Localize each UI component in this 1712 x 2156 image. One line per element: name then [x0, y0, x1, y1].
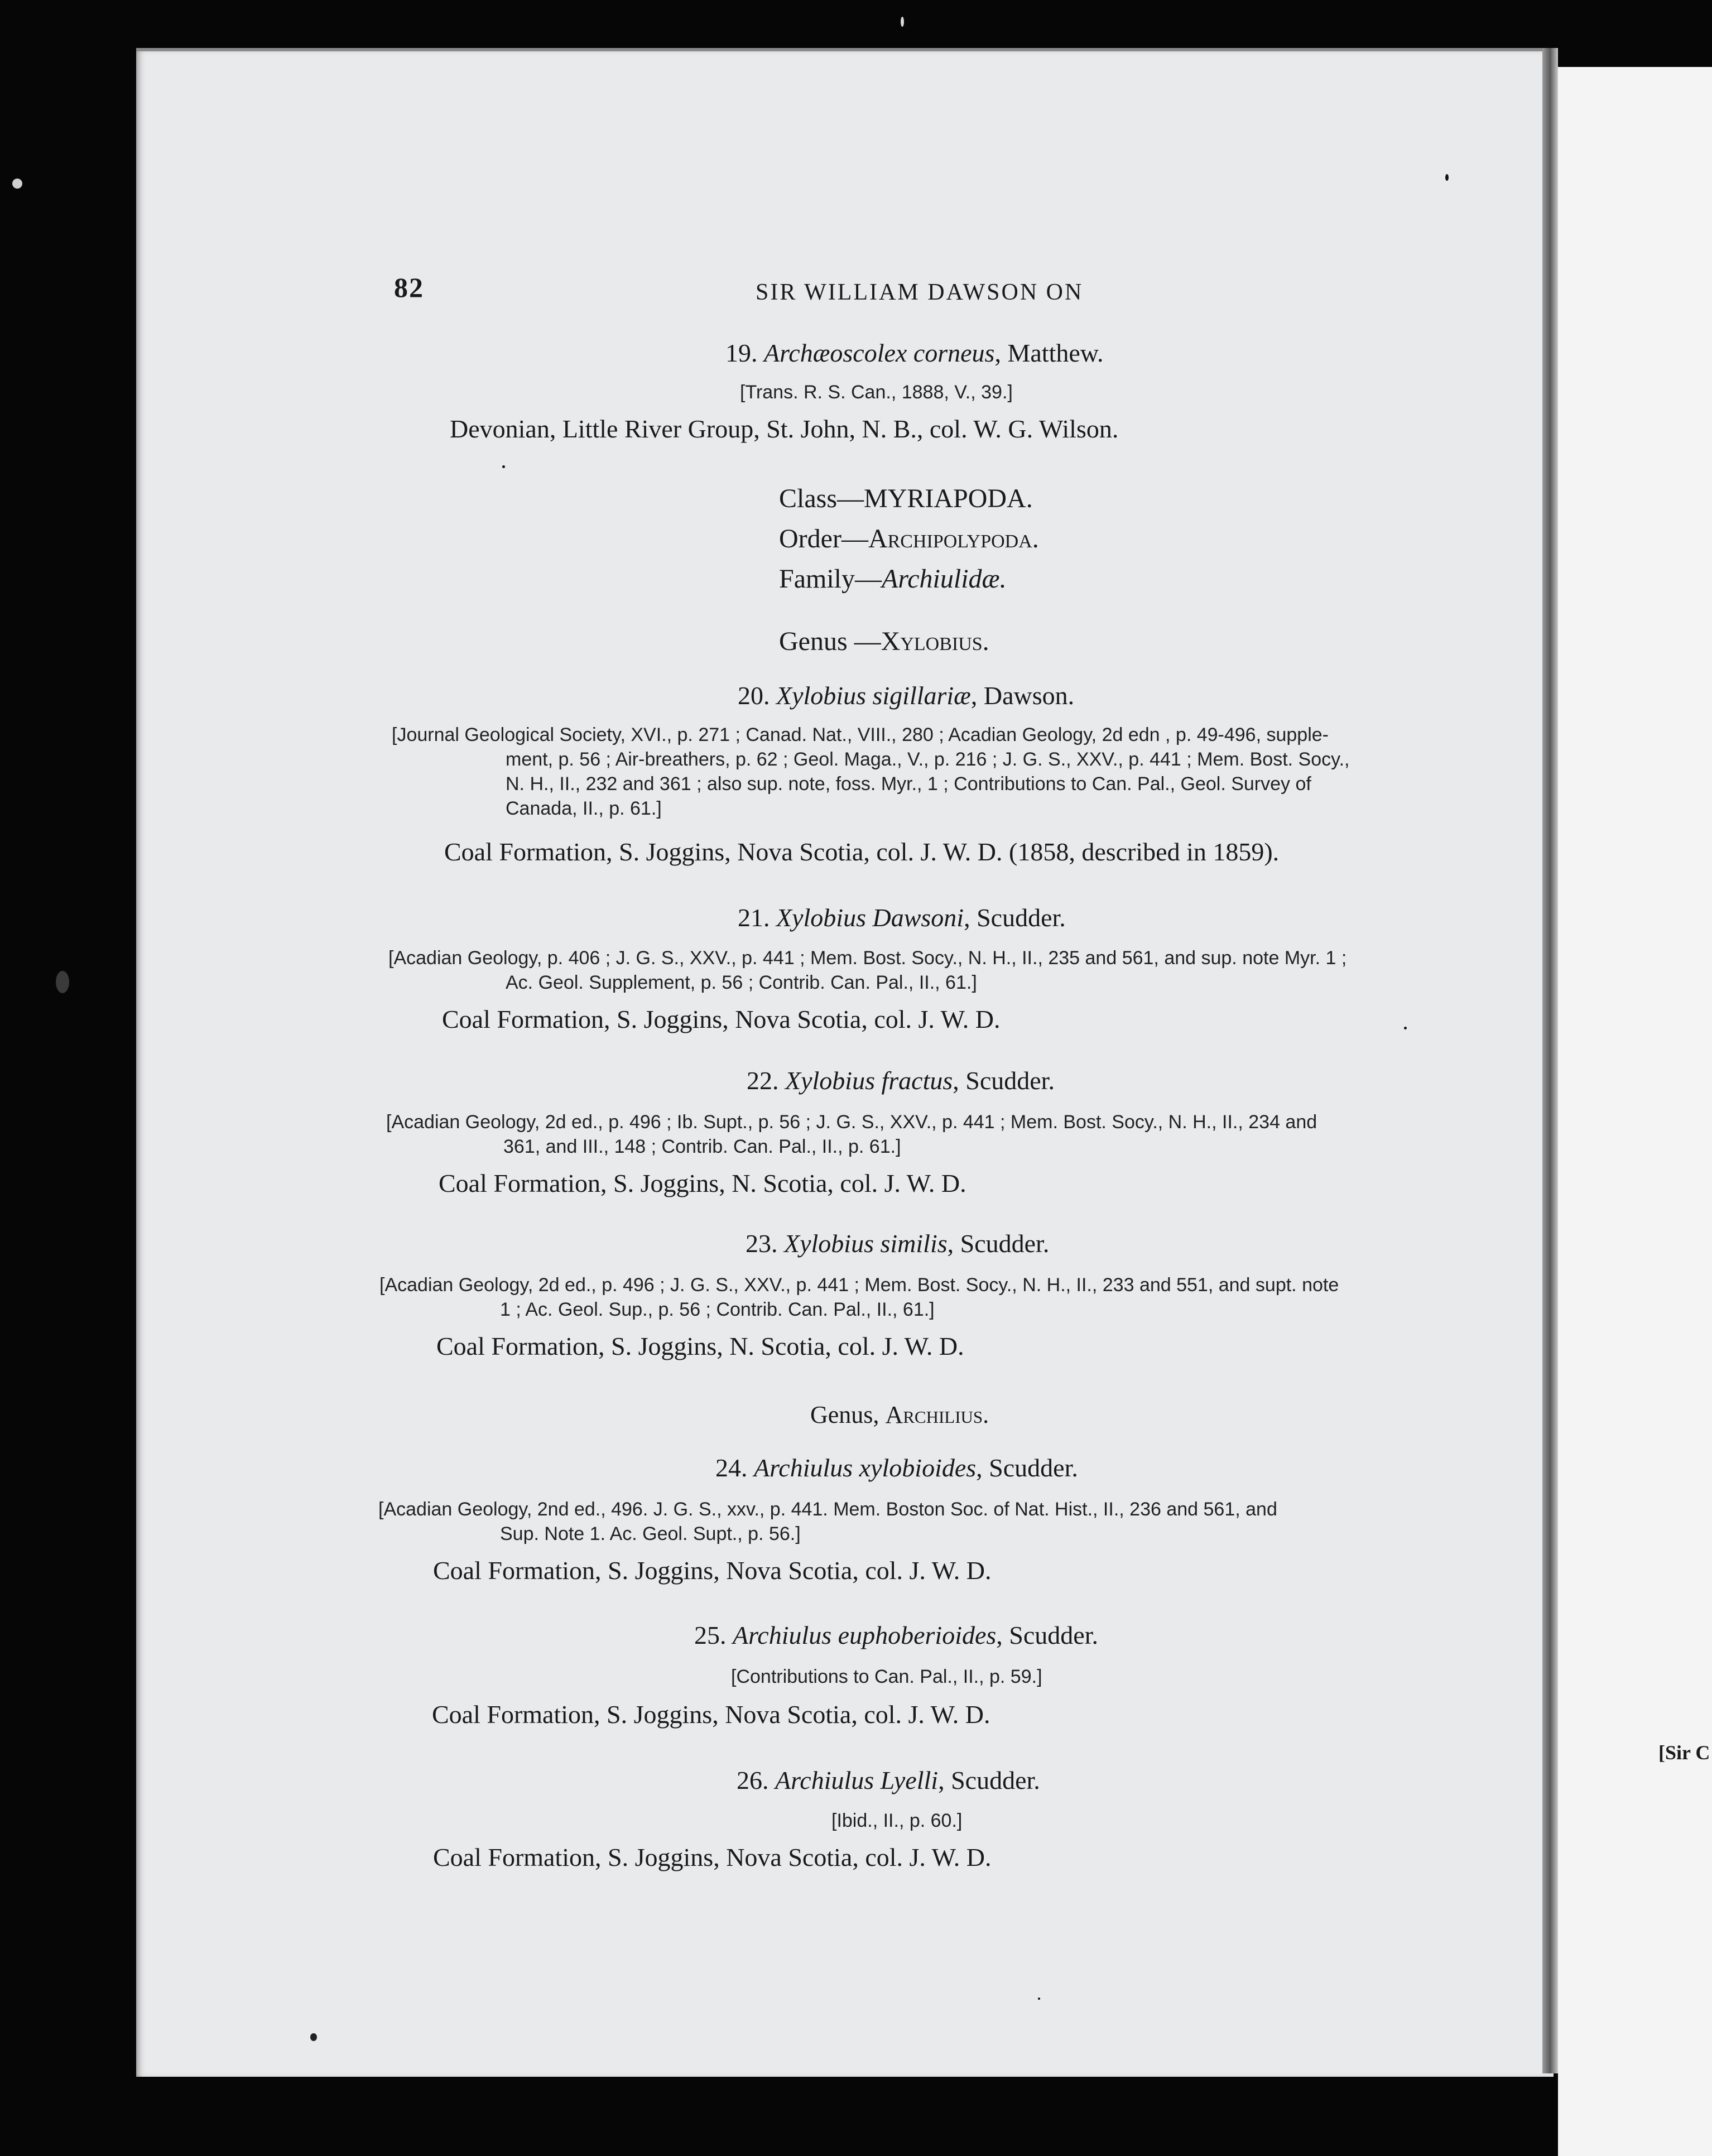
page-number: 82 [394, 272, 424, 303]
locality-21: Coal Formation, S. Joggins, Nova Scotia, col. J. W. D. [442, 1005, 1001, 1033]
running-head: SIR WILLIAM DAWSON ON [756, 280, 1084, 305]
reference-22-line-2: 361, and III., 148 ; Contrib. Can. Pal., II., p. 61.] [503, 1136, 901, 1157]
reference-25: [Contributions to Can. Pal., II., p. 59.] [731, 1666, 1042, 1687]
scan-speck [1404, 1027, 1407, 1029]
species-name: Xylobius fractus [785, 1066, 953, 1095]
genus-heading-archilius: Genus, Archilius. [810, 1401, 989, 1428]
scan-speck [12, 179, 22, 189]
species-heading-21: 21. Xylobius Dawsoni, Scudder. [738, 903, 1066, 932]
species-heading-24: 24. Archiulus xylobioides, Scudder. [715, 1454, 1078, 1482]
reference-24-line-2: Sup. Note 1. Ac. Geol. Supt., p. 56.] [500, 1523, 801, 1544]
family-heading: Family—Archiulidæ. [779, 564, 1007, 594]
class-heading: Class—MYRIAPODA. [779, 484, 1033, 513]
species-name: Archiulus Lyelli [775, 1766, 939, 1794]
facing-page-edge [1558, 67, 1712, 2156]
species-heading-22: 22. Xylobius fractus, Scudder. [747, 1066, 1055, 1095]
reference-21-line-2: Ac. Geol. Supplement, p. 56 ; Contrib. Can. Pal., II., 61.] [506, 972, 977, 993]
reference-20-line-1: [Journal Geological Society, XVI., p. 271 ; Canad. Nat., VIII., 280 ; Acadian Geology, 2d edn , p. 49-496, supple- [392, 724, 1329, 745]
species-name: Archæoscolex corneus [764, 339, 995, 367]
reference-20-line-3: N. H., II., 232 and 361 ; also sup. note, foss. Myr., 1 ; Contributions to Can. Pal., Geol. Survey of [506, 773, 1311, 795]
page-gutter [1542, 48, 1558, 2073]
facing-page-text: [Sir C [1658, 1741, 1710, 1764]
locality-23: Coal Formation, S. Joggins, N. Scotia, col. J. W. D. [436, 1332, 964, 1360]
scan-speck [1445, 174, 1449, 181]
scan-speck [310, 2033, 317, 2041]
species-name: Xylobius sigillariæ [776, 681, 971, 710]
scan-speck [56, 971, 69, 993]
locality-25: Coal Formation, S. Joggins, Nova Scotia, col. J. W. D. [432, 1700, 990, 1729]
species-heading-26: 26. Archiulus Lyelli, Scudder. [737, 1766, 1040, 1794]
locality-22: Coal Formation, S. Joggins, N. Scotia, col. J. W. D. [439, 1169, 966, 1197]
reference-20-line-4: Canada, II., p. 61.] [506, 798, 662, 819]
scan-speck [1038, 1998, 1040, 2000]
reference-24-line-1: [Acadian Geology, 2nd ed., 496. J. G. S., xxv., p. 441. Mem. Boston Soc. of Nat. Hist., II., 236 and 561, and [378, 1499, 1277, 1520]
species-heading-25: 25. Archiulus euphoberioides, Scudder. [694, 1621, 1098, 1649]
locality-20: Coal Formation, S. Joggins, Nova Scotia, col. J. W. D. (1858, described in 1859). [444, 838, 1280, 866]
genus-heading-xylobius: Genus —Xylobius. [779, 627, 989, 656]
species-name: Xylobius similis [784, 1229, 948, 1258]
locality-26: Coal Formation, S. Joggins, Nova Scotia, col. J. W. D. [433, 1843, 992, 1871]
locality-24: Coal Formation, S. Joggins, Nova Scotia, col. J. W. D. [433, 1556, 992, 1585]
species-heading-20: 20. Xylobius sigillariæ, Dawson. [738, 681, 1075, 710]
reference-23-line-1: [Acadian Geology, 2d ed., p. 496 ; J. G. S., XXV., p. 441 ; Mem. Bost. Socy., N. H., II., 233 and 551, and supt. note [379, 1274, 1339, 1296]
reference-23-line-2: 1 ; Ac. Geol. Sup., p. 56 ; Contrib. Can. Pal., II., 61.] [500, 1299, 935, 1320]
locality-19: Devonian, Little River Group, St. John, N. B., col. W. G. Wilson. [450, 415, 1119, 443]
reference-21-line-1: [Acadian Geology, p. 406 ; J. G. S., XXV., p. 441 ; Mem. Bost. Socy., N. H., II., 235 and 561, and sup. note Myr. 1 ; [388, 947, 1347, 969]
species-name: Xylobius Dawsoni [776, 903, 964, 932]
order-heading: Order—Archipolypoda. [779, 524, 1039, 554]
reference-22-line-1: [Acadian Geology, 2d ed., p. 496 ; Ib. Supt., p. 56 ; J. G. S., XXV., p. 441 ; Mem. Bost. Socy., N. H., II., 234 and [386, 1111, 1317, 1133]
species-heading-19: 19. Archæoscolex corneus, Matthew. [725, 339, 1104, 367]
species-heading-23: 23. Xylobius similis, Scudder. [746, 1229, 1050, 1258]
scan-speck [901, 17, 904, 27]
reference-20-line-2: ment, p. 56 ; Air-breathers, p. 62 ; Geol. Maga., V., p. 216 ; J. G. S., XXV., p. 441 ; Mem. Bost. Socy., [506, 749, 1350, 770]
reference-19: [Trans. R. S. Can., 1888, V., 39.] [740, 382, 1013, 403]
scan-speck [502, 465, 505, 468]
species-name: Archiulus xylobioides [754, 1454, 977, 1482]
reference-26: [Ibid., II., p. 60.] [831, 1810, 963, 1831]
species-name: Archiulus euphoberioides [733, 1621, 997, 1649]
